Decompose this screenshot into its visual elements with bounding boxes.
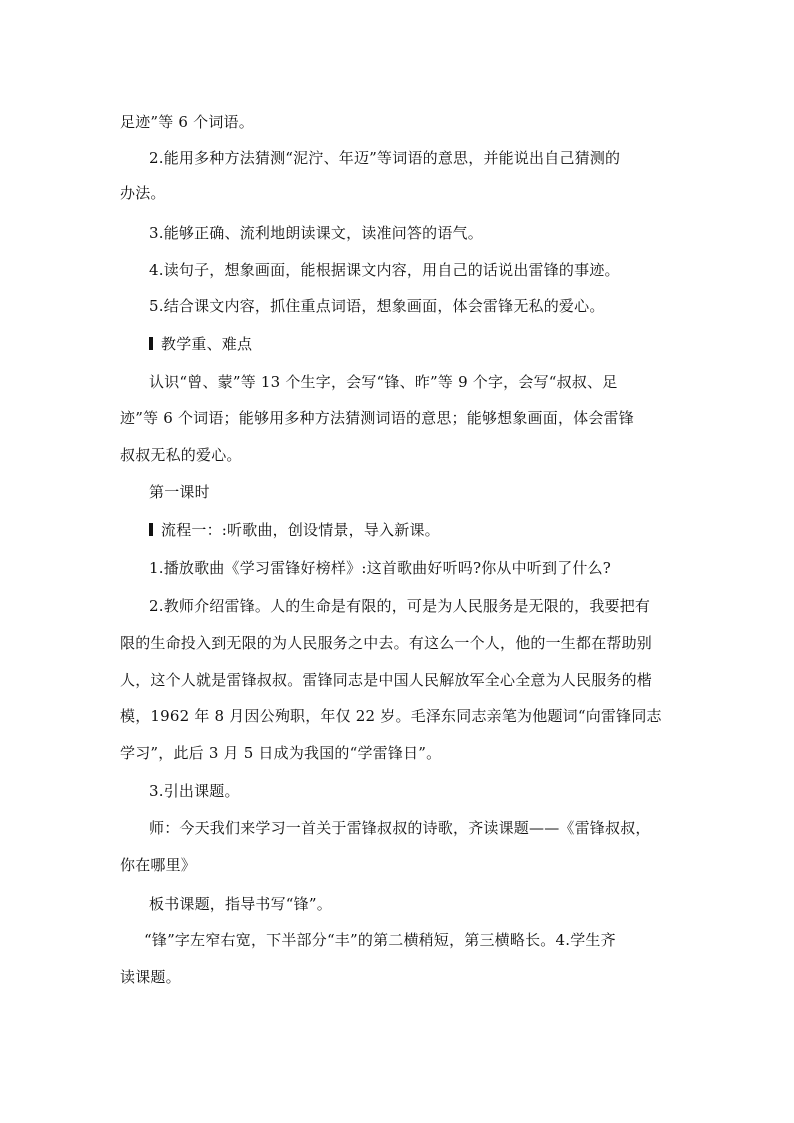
lesson-title: 第一课时: [149, 483, 210, 501]
text-line: 人，这个人就是雷锋叔叔。雷锋同志是中国人民解放军全心全意为人民服务的楷: [120, 671, 653, 689]
text-line: 迹”等 6 个词语；能够用多种方法猜测词语的意思；能够想象画面，体会雷锋: [120, 409, 634, 427]
text-line: 师：今天我们来学习一首关于雷锋叔叔的诗歌，齐读课题——《雷锋叔叔，: [149, 819, 651, 837]
section-heading: [149, 520, 440, 540]
text-line: 模，1962 年 8 月因公殉职，年仅 22 岁。毛泽东同志亲笔为他题词“向雷锋同志: [120, 707, 662, 725]
heading-marker-icon: [149, 523, 153, 536]
heading-marker-icon: [149, 337, 153, 350]
text-line: 5.结合课文内容，抓住重点词语，想象画面，体会雷锋无私的爱心。: [149, 297, 605, 315]
text-line: 认识“曾、蒙”等 13 个生字，会写“锋、昨”等 9 个字，会写“叔叔、足: [149, 373, 618, 391]
text-line: 办法。: [120, 184, 166, 202]
section-heading-text: 教学重、难点: [161, 335, 253, 353]
text-line: 足迹”等 6 个词语。: [120, 113, 254, 131]
text-line: 1.播放歌曲《学习雷锋好榜样》:这首歌曲好听吗?你从中听到了什么?: [149, 559, 612, 577]
text-line: “锋”字左窄右宽，下半部分“丰”的第二横稍短，第三横略长。4.学生齐: [144, 931, 616, 949]
text-line: 3.能够正确、流利地朗读课文，读准问答的语气。: [149, 224, 483, 242]
text-line: 叔叔无私的爱心。: [120, 446, 242, 464]
text-line: 4.读句子，想象画面，能根据课文内容，用自己的话说出雷锋的事迹。: [149, 261, 620, 279]
text-line: 2.能用多种方法猜测“泥泞、年迈”等词语的意思，并能说出自己猜测的: [149, 149, 621, 167]
text-line: 读课题。: [120, 968, 181, 986]
text-line: 板书课题，指导书写“锋”。: [149, 895, 332, 913]
section-heading-text: 流程一：:听歌曲，创设情景，导入新课。: [161, 521, 440, 539]
text-line: 限的生命投入到无限的为人民服务之中去。有这么一个人，他的一生都在帮助别: [120, 634, 653, 652]
section-heading: [149, 334, 252, 354]
text-line: 3.引出课题。: [149, 782, 240, 800]
text-line: 学习”，此后 3 月 5 日成为我国的“学雷锋日”。: [120, 744, 442, 762]
text-line: 2.教师介绍雷锋。人的生命是有限的，可是为人民服务是无限的，我要把有: [149, 597, 651, 615]
text-line: 你在哪里》: [120, 856, 197, 874]
